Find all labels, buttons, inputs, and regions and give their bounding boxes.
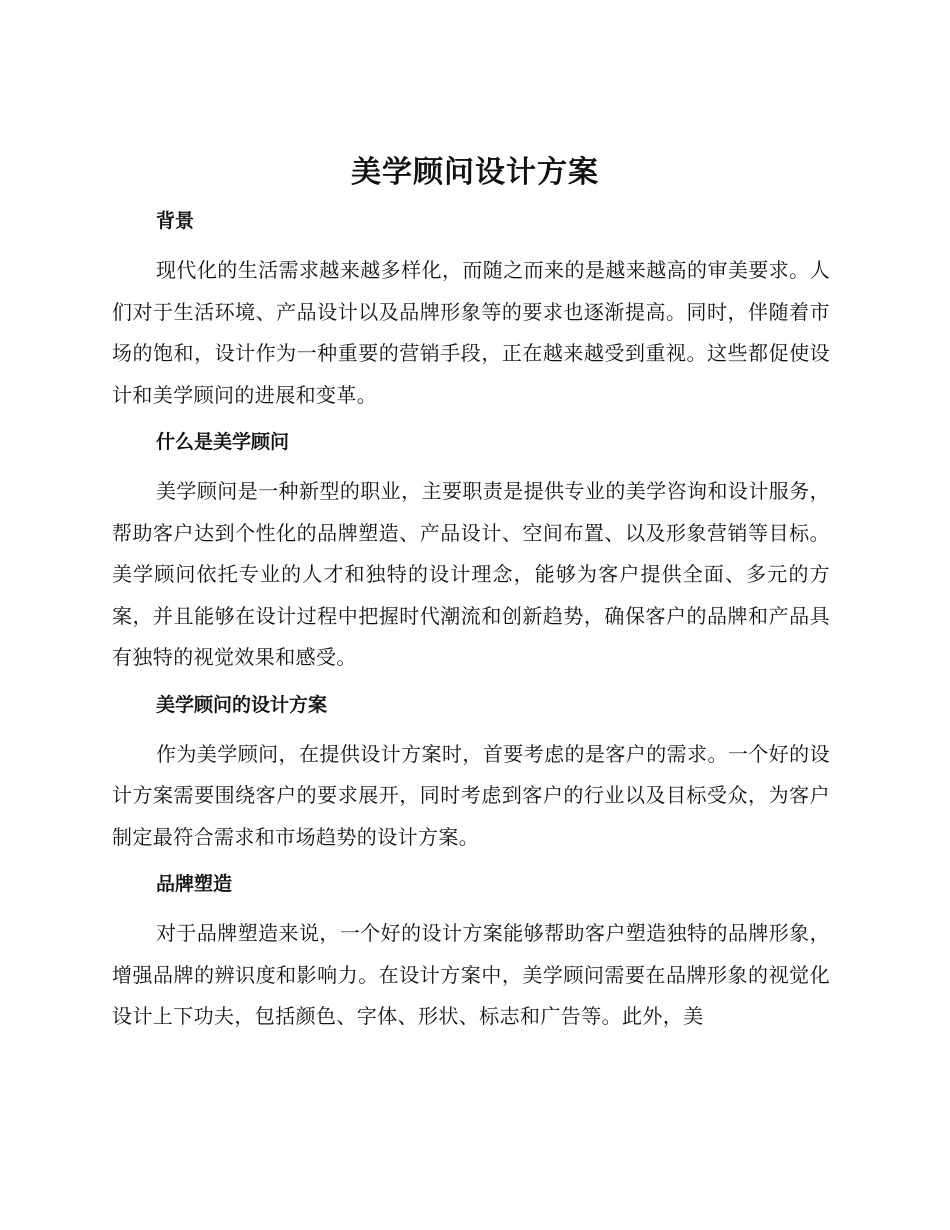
section-heading: 什么是美学顾问	[156, 431, 290, 453]
section-design-plan	[112, 691, 830, 859]
section-background	[112, 207, 830, 416]
section-paragraph: 作为美学顾问，在提供设计方案时，首要考虑的是客户的需求。一个好的设计方案需要围绕客户的要求展开，同时考虑到客户的行业以及目标受众，为客户制定最符合需求和市场趋势的设计方案。	[112, 741, 830, 849]
section-paragraph: 现代化的生活需求越来越多样化，而随之而来的是越来越高的审美要求。人们对于生活环境、产品设计以及品牌形象等的要求也逐渐提高。同时，伴随着市场的饱和，设计作为一种重要的营销手段，正在越来越受到重视。这些都促使设计和美学顾问的进展和变革。	[112, 258, 830, 407]
section-paragraph: 对于品牌塑造来说，一个好的设计方案能够帮助客户塑造独特的品牌形象，增强品牌的辨识度和影响力。在设计方案中，美学顾问需要在品牌形象的视觉化设计上下功夫，包括颜色、字体、形状、标志和广告等。此外，美	[112, 921, 830, 1028]
document-body	[112, 198, 830, 1050]
document-title: 美学顾问设计方案	[351, 155, 599, 190]
section-brand-building	[112, 870, 830, 1038]
section-heading: 美学顾问的设计方案	[156, 693, 328, 716]
section-paragraph: 美学顾问是一种新型的职业，主要职责是提供专业的美学咨询和设计服务，帮助客户达到个性化的品牌塑造、产品设计、空间布置、以及形象营销等目标。美学顾问依托专业的人才和独特的设计理念，能够为客户提供全面、多元的方案，并且能够在设计过程中把握时代潮流和创新趋势，确保客户的品牌和产品具有独特的视觉效果和感受。	[112, 479, 830, 669]
section-heading: 背景	[156, 210, 195, 232]
section-what-is-consultant	[112, 428, 830, 679]
section-heading: 品牌塑造	[156, 873, 233, 895]
